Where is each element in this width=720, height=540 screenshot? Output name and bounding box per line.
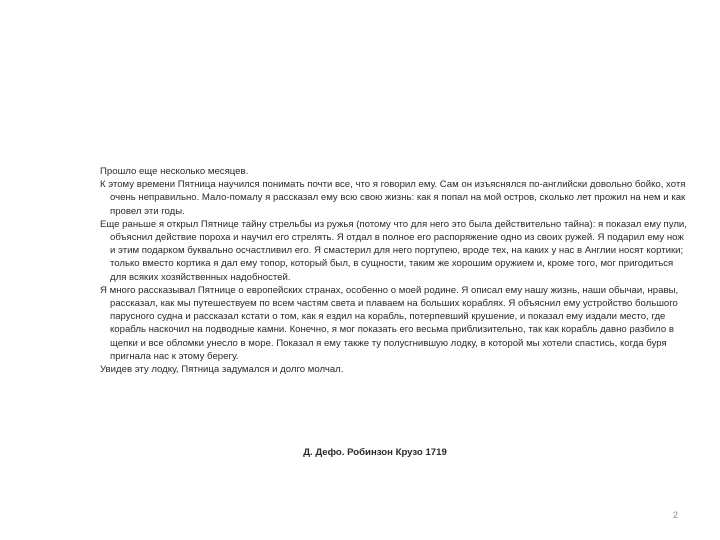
paragraph-2: К этому времени Пятница научился понимать почти все, что я говорил ему. Сам он изъяснялся по-английски довольно бойко, хотя очень неправильно. Мало-помалу я рассказал ему всю свою жизнь: как я попал на мой остров, сколько лет прожил на нем и как провел эти годы. [100,179,686,217]
paragraph-1: Прошло еще несколько месяцев. [100,166,249,177]
story-text [100,165,690,376]
paragraph-4: Я много рассказывал Пятнице о европейских странах, особенно о моей родине. Я описал ему нашу жизнь, наши обычаи, нравы, рассказал, как мы путешествуем по всем частям света и плаваем на больших кораблях. Я объяснил ему устройство большого парусного судна и рассказал кстати о том, как я ездил на корабль, потерпевший крушение, и показал ему издали место, где корабль наскочил на подводные камни. Конечно, я мог показать его весьма приблизительно, так как корабль давно разбило в щепки и все обломки унесло в море. Показал я ему также ту полусгнившую лодку, в которой мы хотели спастись, когда буря пригнала нас к этому берегу. [100,284,679,362]
paragraph-3: Еще раньше я открыл Пятнице тайну стрельбы из ружья (потому что для него это была действительно тайна): я показал ему пули, объяснил действие пороха и научил его стрелять. Я отдал в полное его распоряжение одно из своих ружей. Я подарил ему нож и этим подарком буквально осчастливил его. Я смастерил для него портупею, вроде тех, на каких у нас в Англии носят кортики; только вместо кортика я дал ему топор, который был, в сущности, таким же хорошим оружием и, кроме того, мог пригодиться для всяких хозяйственных надобностей. [100,218,687,283]
paragraph-5: Увидев эту лодку, Пятница задумался и долго молчал. [100,364,344,376]
source-citation: Д. Дефо. Робинзон Крузо 1719 [303,447,447,458]
page-number: 2 [672,510,678,520]
